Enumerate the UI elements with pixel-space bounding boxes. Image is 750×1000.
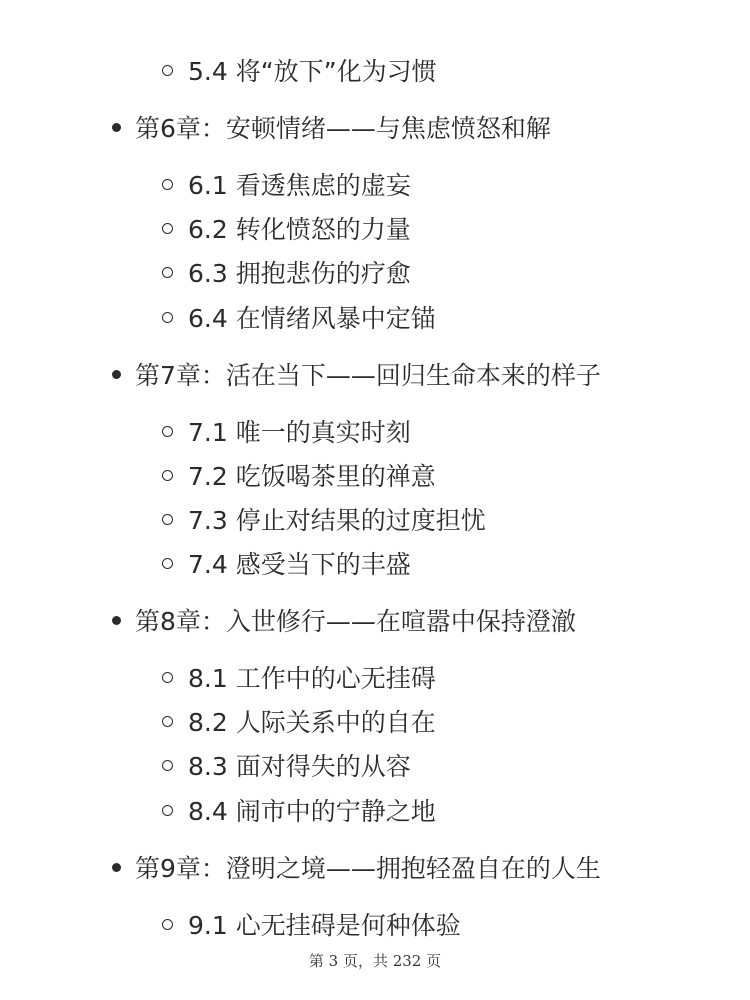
toc-section-5-4[interactable] bbox=[162, 56, 437, 86]
hollow-bullet-icon bbox=[162, 223, 173, 234]
toc-item-label: 第9章：澄明之境——拥抱轻盈自在的人生 bbox=[135, 854, 601, 883]
toc-item-label: 7.2 吃饭喝茶里的禅意 bbox=[188, 462, 436, 491]
hollow-bullet-icon bbox=[162, 672, 173, 683]
solid-bullet-icon bbox=[112, 370, 121, 379]
toc-section-6-3[interactable] bbox=[162, 258, 411, 288]
toc-item-label: 5.4 将“放下”化为习惯 bbox=[188, 57, 437, 86]
toc-item-label: 第6章：安顿情绪——与焦虑愤怒和解 bbox=[135, 114, 551, 143]
hollow-bullet-icon bbox=[162, 267, 173, 278]
toc-section-9-1[interactable] bbox=[162, 910, 461, 940]
toc-section-8-2[interactable] bbox=[162, 707, 436, 737]
toc-item-label: 第7章：活在当下——回归生命本来的样子 bbox=[135, 361, 601, 390]
toc-chapter-8[interactable] bbox=[112, 606, 576, 636]
hollow-bullet-icon bbox=[162, 558, 173, 569]
toc-item-label: 6.4 在情绪风暴中定锚 bbox=[188, 304, 436, 333]
toc-section-8-3[interactable] bbox=[162, 751, 411, 781]
toc-section-8-1[interactable] bbox=[162, 663, 436, 693]
hollow-bullet-icon bbox=[162, 312, 173, 323]
hollow-bullet-icon bbox=[162, 514, 173, 525]
solid-bullet-icon bbox=[112, 123, 121, 132]
toc-item-label: 9.1 心无挂碍是何种体验 bbox=[188, 911, 461, 940]
toc-item-label: 6.2 转化愤怒的力量 bbox=[188, 215, 411, 244]
toc-chapter-7[interactable] bbox=[112, 360, 601, 390]
toc-chapter-9[interactable] bbox=[112, 853, 601, 883]
toc-item-label: 7.4 感受当下的丰盛 bbox=[188, 550, 411, 579]
toc-section-7-2[interactable] bbox=[162, 461, 436, 491]
toc-section-7-3[interactable] bbox=[162, 505, 486, 535]
hollow-bullet-icon bbox=[162, 716, 173, 727]
solid-bullet-icon bbox=[112, 863, 121, 872]
toc-item-label: 8.2 人际关系中的自在 bbox=[188, 708, 436, 737]
toc-item-label: 7.1 唯一的真实时刻 bbox=[188, 418, 411, 447]
toc-item-label: 7.3 停止对结果的过度担忧 bbox=[188, 506, 486, 535]
toc-item-label: 第8章：入世修行——在喧嚣中保持澄澈 bbox=[135, 607, 576, 636]
hollow-bullet-icon bbox=[162, 805, 173, 816]
hollow-bullet-icon bbox=[162, 760, 173, 771]
toc-section-7-1[interactable] bbox=[162, 417, 411, 447]
toc-item-label: 8.3 面对得失的从容 bbox=[188, 752, 411, 781]
page-number-footer: 第 3 页，共 232 页 bbox=[308, 952, 442, 970]
toc-section-6-2[interactable] bbox=[162, 214, 411, 244]
hollow-bullet-icon bbox=[162, 919, 173, 930]
solid-bullet-icon bbox=[112, 616, 121, 625]
toc-item-label: 6.1 看透焦虑的虚妄 bbox=[188, 171, 411, 200]
toc-section-6-1[interactable] bbox=[162, 170, 411, 200]
toc-item-label: 8.4 闹市中的宁静之地 bbox=[188, 797, 436, 826]
toc-item-label: 6.3 拥抱悲伤的疗愈 bbox=[188, 259, 411, 288]
hollow-bullet-icon bbox=[162, 470, 173, 481]
hollow-bullet-icon bbox=[162, 426, 173, 437]
hollow-bullet-icon bbox=[162, 179, 173, 190]
hollow-bullet-icon bbox=[162, 65, 173, 76]
toc-chapter-6[interactable] bbox=[112, 113, 551, 143]
toc-item-label: 8.1 工作中的心无挂碍 bbox=[188, 664, 436, 693]
toc-section-7-4[interactable] bbox=[162, 549, 411, 579]
toc-section-6-4[interactable] bbox=[162, 303, 436, 333]
toc-section-8-4[interactable] bbox=[162, 796, 436, 826]
